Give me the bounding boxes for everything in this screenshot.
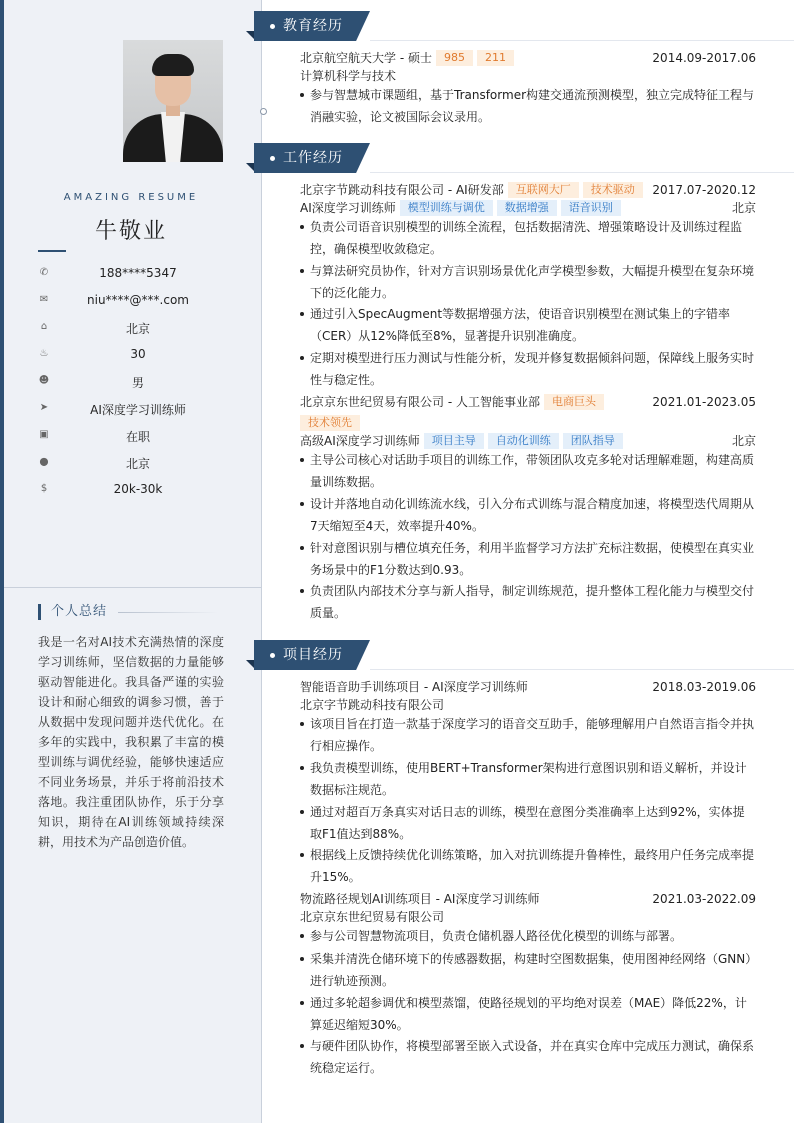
- gender-icon: ☻: [38, 375, 50, 386]
- summary-text: 我是一名对AI技术充满热情的深度学习训练师，坚信数据的力量能够驱动智能进化。我具备严谨的实验设计和耐心细致的调参习惯，善于从数据中发现问题并迭代优化。在多年的实践中，我积累了丰富的模型训练与调优经验，能够快速适应不同业务场景，并乐于将前沿技术落地。我注重团队协作，乐于分享知识，期待在AI训练领域持续深耕，用技术为产品创造价值。: [38, 635, 224, 849]
- job-role: 高级AI深度学习训练师: [300, 434, 420, 448]
- section-header-projects: 项目经历: [254, 640, 370, 670]
- sidebar: [0, 0, 262, 1123]
- tag: 团队指导: [563, 433, 623, 449]
- project-bullet: 参与公司智慧物流项目，负责仓储机器人路径优化模型的训练与部署。: [300, 925, 756, 947]
- timeline-marker: [260, 108, 267, 115]
- tag: 数据增强: [497, 200, 557, 216]
- job-bullet: 通过引入SpecAugment等数据增强方法，使语音识别模型在测试集上的字错率（CER）从12%降低至8%，显著提升识别准确度。: [300, 303, 756, 347]
- project-name: 物流路径规划AI训练项目 - AI深度学习训练师: [300, 892, 540, 906]
- tag: 211: [477, 50, 514, 66]
- info-salary: $ 20k-30k: [38, 482, 238, 498]
- job-bullet: 主导公司核心对话助手项目的训练工作，带领团队攻克多轮对话理解难题，构建高质量训练数据。: [300, 449, 756, 493]
- job-date: 2017.07-2020.12: [652, 183, 756, 197]
- section-rule: [370, 40, 794, 41]
- job-bullet: 针对意图识别与槽位填充任务，利用半监督学习方法扩充标注数据，使模型在真实业务场景中的F1分数达到0.93。: [300, 537, 756, 581]
- tag: 模型训练与调优: [400, 200, 493, 216]
- project-bullet: 通过对超百万条真实对话日志的训练，模型在意图分类准确率上达到92%，实体提取F1值达到88%。: [300, 801, 756, 845]
- project-bullet: 采集并清洗仓储环境下的传感器数据，构建时空图数据集，使用图神经网络（GNN）进行轨迹预测。: [300, 948, 756, 992]
- tag: 互联网大厂: [508, 182, 579, 198]
- tag: 技术领先: [300, 415, 360, 431]
- money-icon: $: [40, 483, 48, 494]
- project-header: [300, 890, 756, 908]
- company-name: 北京字节跳动科技有限公司 - AI研发部: [300, 183, 504, 197]
- sidebar-divider: [4, 587, 261, 588]
- resume-tagline: AMAZING RESUME: [63, 192, 199, 203]
- job-bullet: 负责团队内部技术分享与新人指导，制定训练规范，提升整体工程化能力与模型交付质量。: [300, 580, 756, 624]
- job-header: [300, 181, 756, 199]
- job-city: 北京: [731, 434, 756, 448]
- job-bullet: 负责公司语音识别模型的训练全流程，包括数据清洗、增强策略设计及训练过程监控，确保模型收敛稳定。: [300, 216, 756, 260]
- info-age: ♨ 30: [39, 347, 146, 361]
- job-role: AI深度学习训练师: [300, 201, 396, 215]
- tag: 自动化训练: [488, 433, 559, 449]
- job-role-row: [300, 199, 756, 217]
- briefcase-icon: ▣: [39, 429, 49, 440]
- project-bullet: 通过多轮超参调优和模型蒸馏，使路径规划的平均绝对误差（MAE）降低22%，计算延迟缩短30%。: [300, 992, 756, 1036]
- project-company: 北京字节跳动科技有限公司: [300, 698, 445, 712]
- info-email: ✉ niu****@***.com: [39, 293, 189, 307]
- job-date: 2021.01-2023.05: [652, 395, 756, 409]
- cake-icon: ♨: [39, 348, 49, 359]
- project-bullet: 我负责模型训练，使用BERT+Transformer架构进行意图识别和语义解析，并设计数据标注规范。: [300, 757, 756, 801]
- info-status: ▣ 在职: [39, 429, 150, 444]
- summary-heading: 个人总结: [38, 604, 107, 620]
- candidate-name: 牛敬业: [94, 219, 167, 244]
- location-pin-icon: ⬤: [39, 457, 49, 466]
- education-bullet: 参与智慧城市课题组，基于Transformer构建交通流预测模型，独立完成特征工程与消融实验，论文被国际会议录用。: [300, 84, 756, 128]
- project-header: [300, 678, 756, 696]
- home-icon: ⌂: [40, 321, 48, 332]
- project-company: 北京京东世纪贸易有限公司: [300, 910, 445, 924]
- section-rule: [370, 669, 794, 670]
- project-bullet: 与硬件团队协作，将模型部署至嵌入式设备，并在真实仓库中完成压力测试，确保系统稳定运行。: [300, 1035, 756, 1079]
- education-date: 2014.09-2017.06: [652, 51, 756, 65]
- school-name: 北京航空航天大学 - 硕士: [300, 51, 432, 65]
- summary-heading-line: [118, 612, 218, 613]
- job-bullet: 设计并落地自动化训练流水线，引入分布式训练与混合精度加速，将模型迭代周期从7天缩短至4天，效率提升40%。: [300, 493, 756, 537]
- phone-icon: ✆: [39, 267, 49, 278]
- project-date: 2018.03-2019.06: [652, 680, 756, 694]
- info-target-city: ⬤ 北京: [39, 457, 150, 471]
- section-rule: [370, 172, 794, 173]
- info-target-position: ➤ AI深度学习训练师: [39, 402, 186, 417]
- education-header: [300, 49, 756, 67]
- name-underline: [38, 250, 66, 252]
- tag: 技术驱动: [583, 182, 643, 198]
- section-header-education: 教育经历: [254, 11, 370, 41]
- job-role-row: [300, 432, 756, 450]
- project-bullet: 根据线上反馈持续优化训练策略，加入对抗训练提升鲁棒性，最终用户任务完成率提升15%。: [300, 844, 756, 888]
- education-major: 计算机科学与技术: [300, 69, 397, 83]
- company-name: 北京京东世纪贸易有限公司 - 人工智能事业部: [300, 395, 540, 409]
- project-name: 智能语音助手训练项目 - AI深度学习训练师: [300, 680, 528, 694]
- job-bullet: 定期对模型进行压力测试与性能分析，发现并修复数据倾斜问题，保障线上服务实时性与稳定性。: [300, 347, 756, 391]
- section-header-work: 工作经历: [254, 143, 370, 173]
- tag: 985: [436, 50, 473, 66]
- tag: 语音识别: [561, 200, 621, 216]
- send-icon: ➤: [39, 402, 49, 413]
- info-gender: ☻ 男: [38, 375, 144, 390]
- mail-icon: ✉: [39, 294, 49, 305]
- job-bullet: 与算法研究员协作，针对方言识别场景优化声学模型参数，大幅提升模型在复杂环境下的泛化能力。: [300, 260, 756, 304]
- job-city: 北京: [731, 201, 756, 215]
- project-bullet: 该项目旨在打造一款基于深度学习的语音交互助手，能够理解用户自然语言指令并执行相应操作。: [300, 713, 756, 757]
- job-header: [300, 393, 756, 411]
- tag: 项目主导: [424, 433, 484, 449]
- info-phone: ✆ 188****5347: [39, 266, 177, 280]
- info-residence: ⌂ 北京: [38, 320, 238, 336]
- profile-photo: [123, 40, 223, 162]
- job-tag-row: [300, 414, 756, 432]
- project-date: 2021.03-2022.09: [652, 892, 756, 906]
- tag: 电商巨头: [544, 394, 604, 410]
